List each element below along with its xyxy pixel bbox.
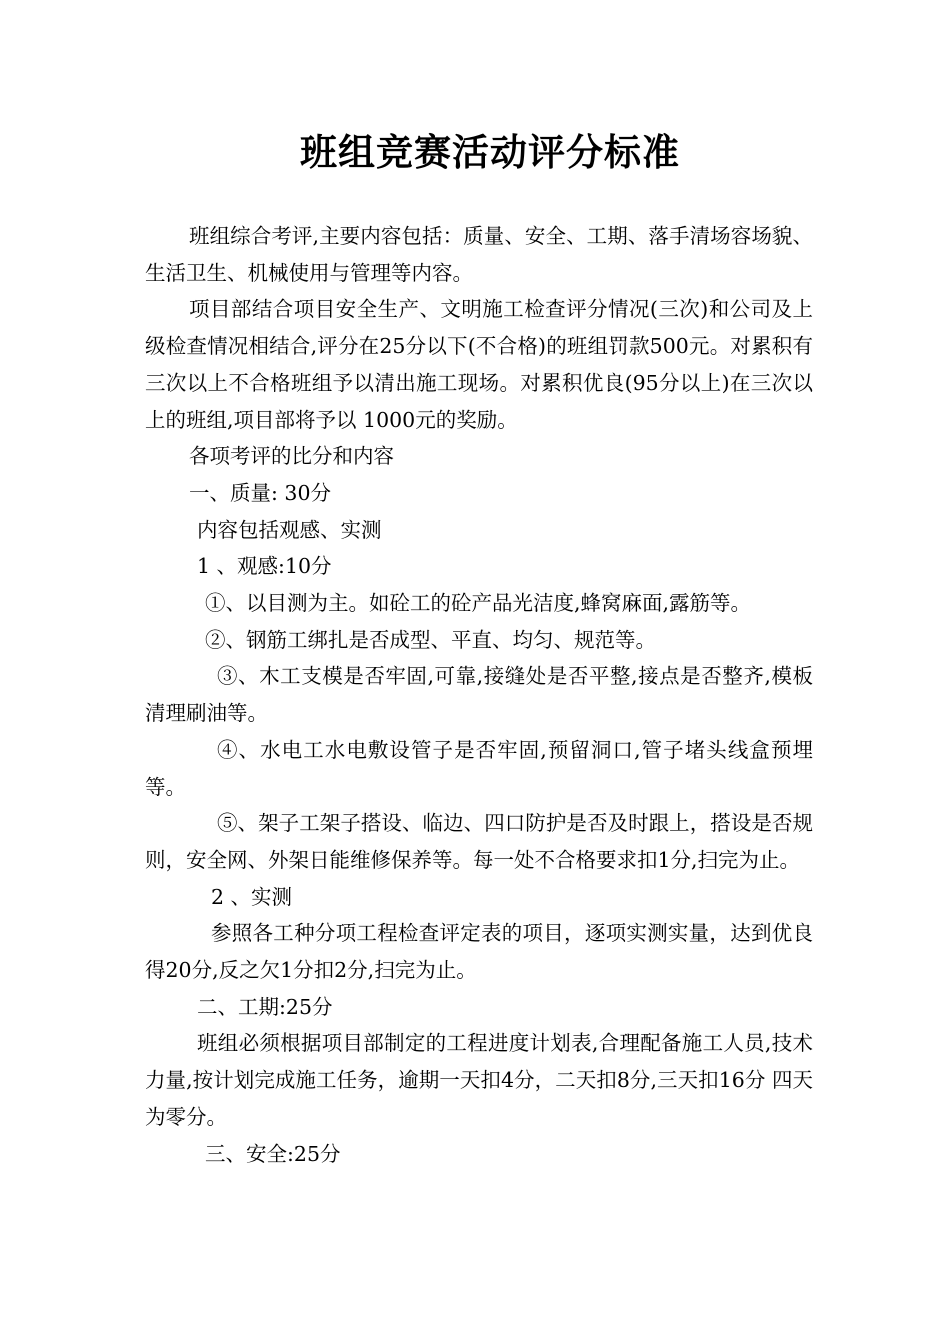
section-heading-schedule: 二、工期:25分 <box>197 994 333 1019</box>
paragraph-overview: 班组综合考评,主要内容包括：质量、安全、工期、落手清场容场貌、生活卫生、机械使用与管理等内容。 <box>145 224 813 285</box>
paragraph-quality-content: 内容包括观感、实测 <box>197 517 382 542</box>
list-item-scaffolding: ⑤、架子工架子搭设、临边、四口防护是否及时跟上，搭设是否规则，安全网、外架日能维修保养等。每一处不合格要求扣1分,扫完为止。 <box>145 811 813 872</box>
list-item-rebar: ②、钢筋工绑扎是否成型、平直、均匀、规范等。 <box>205 627 656 652</box>
paragraph-schedule: 班组必须根据项目部制定的工程进度计划表,合理配备施工人员,技术力量,按计划完成施工任务，逾期一天扣4分，二天扣8分,三天扣16分 四天为零分。 <box>145 1031 813 1129</box>
list-item-formwork: ③、木工支模是否牢固,可靠,接缝处是否平整,接点是否整齐,模板清理刷油等。 <box>145 664 813 726</box>
subheading-appearance: 1 、观感:10分 <box>197 554 332 579</box>
paragraph-scoring-heading: 各项考评的比分和内容 <box>189 444 394 469</box>
subheading-measurement: 2 、实测 <box>211 884 293 909</box>
document-title: 班组竞赛活动评分标准 <box>300 130 680 174</box>
document-body <box>145 218 813 1172</box>
list-item-concrete: ①、以目测为主。如砼工的砼产品光洁度,蜂窝麻面,露筋等。 <box>205 591 752 616</box>
section-heading-safety: 三、安全:25分 <box>205 1141 341 1166</box>
paragraph-measurement: 参照各工种分项工程检查评定表的项目，逐项实测实量，达到优良得20分,反之欠1分扣2分,扫完为止。 <box>145 921 813 983</box>
section-heading-quality: 一、质量: 30分 <box>189 480 332 505</box>
paragraph-rules: 项目部结合项目安全生产、文明施工检查评分情况(三次)和公司及上级检查情况相结合,评分在25分以下(不合格)的班组罚款500元。对累积有三次以上不合格班组予以清出施工现场。对累积优良(95分以上)在三次以上的班组,项目部将予以 1000元的奖励。 <box>145 297 813 432</box>
list-item-plumbing-electrical: ④、水电工水电敷设管子是否牢固,预留洞口,管子堵头线盒预埋等。 <box>145 737 813 799</box>
